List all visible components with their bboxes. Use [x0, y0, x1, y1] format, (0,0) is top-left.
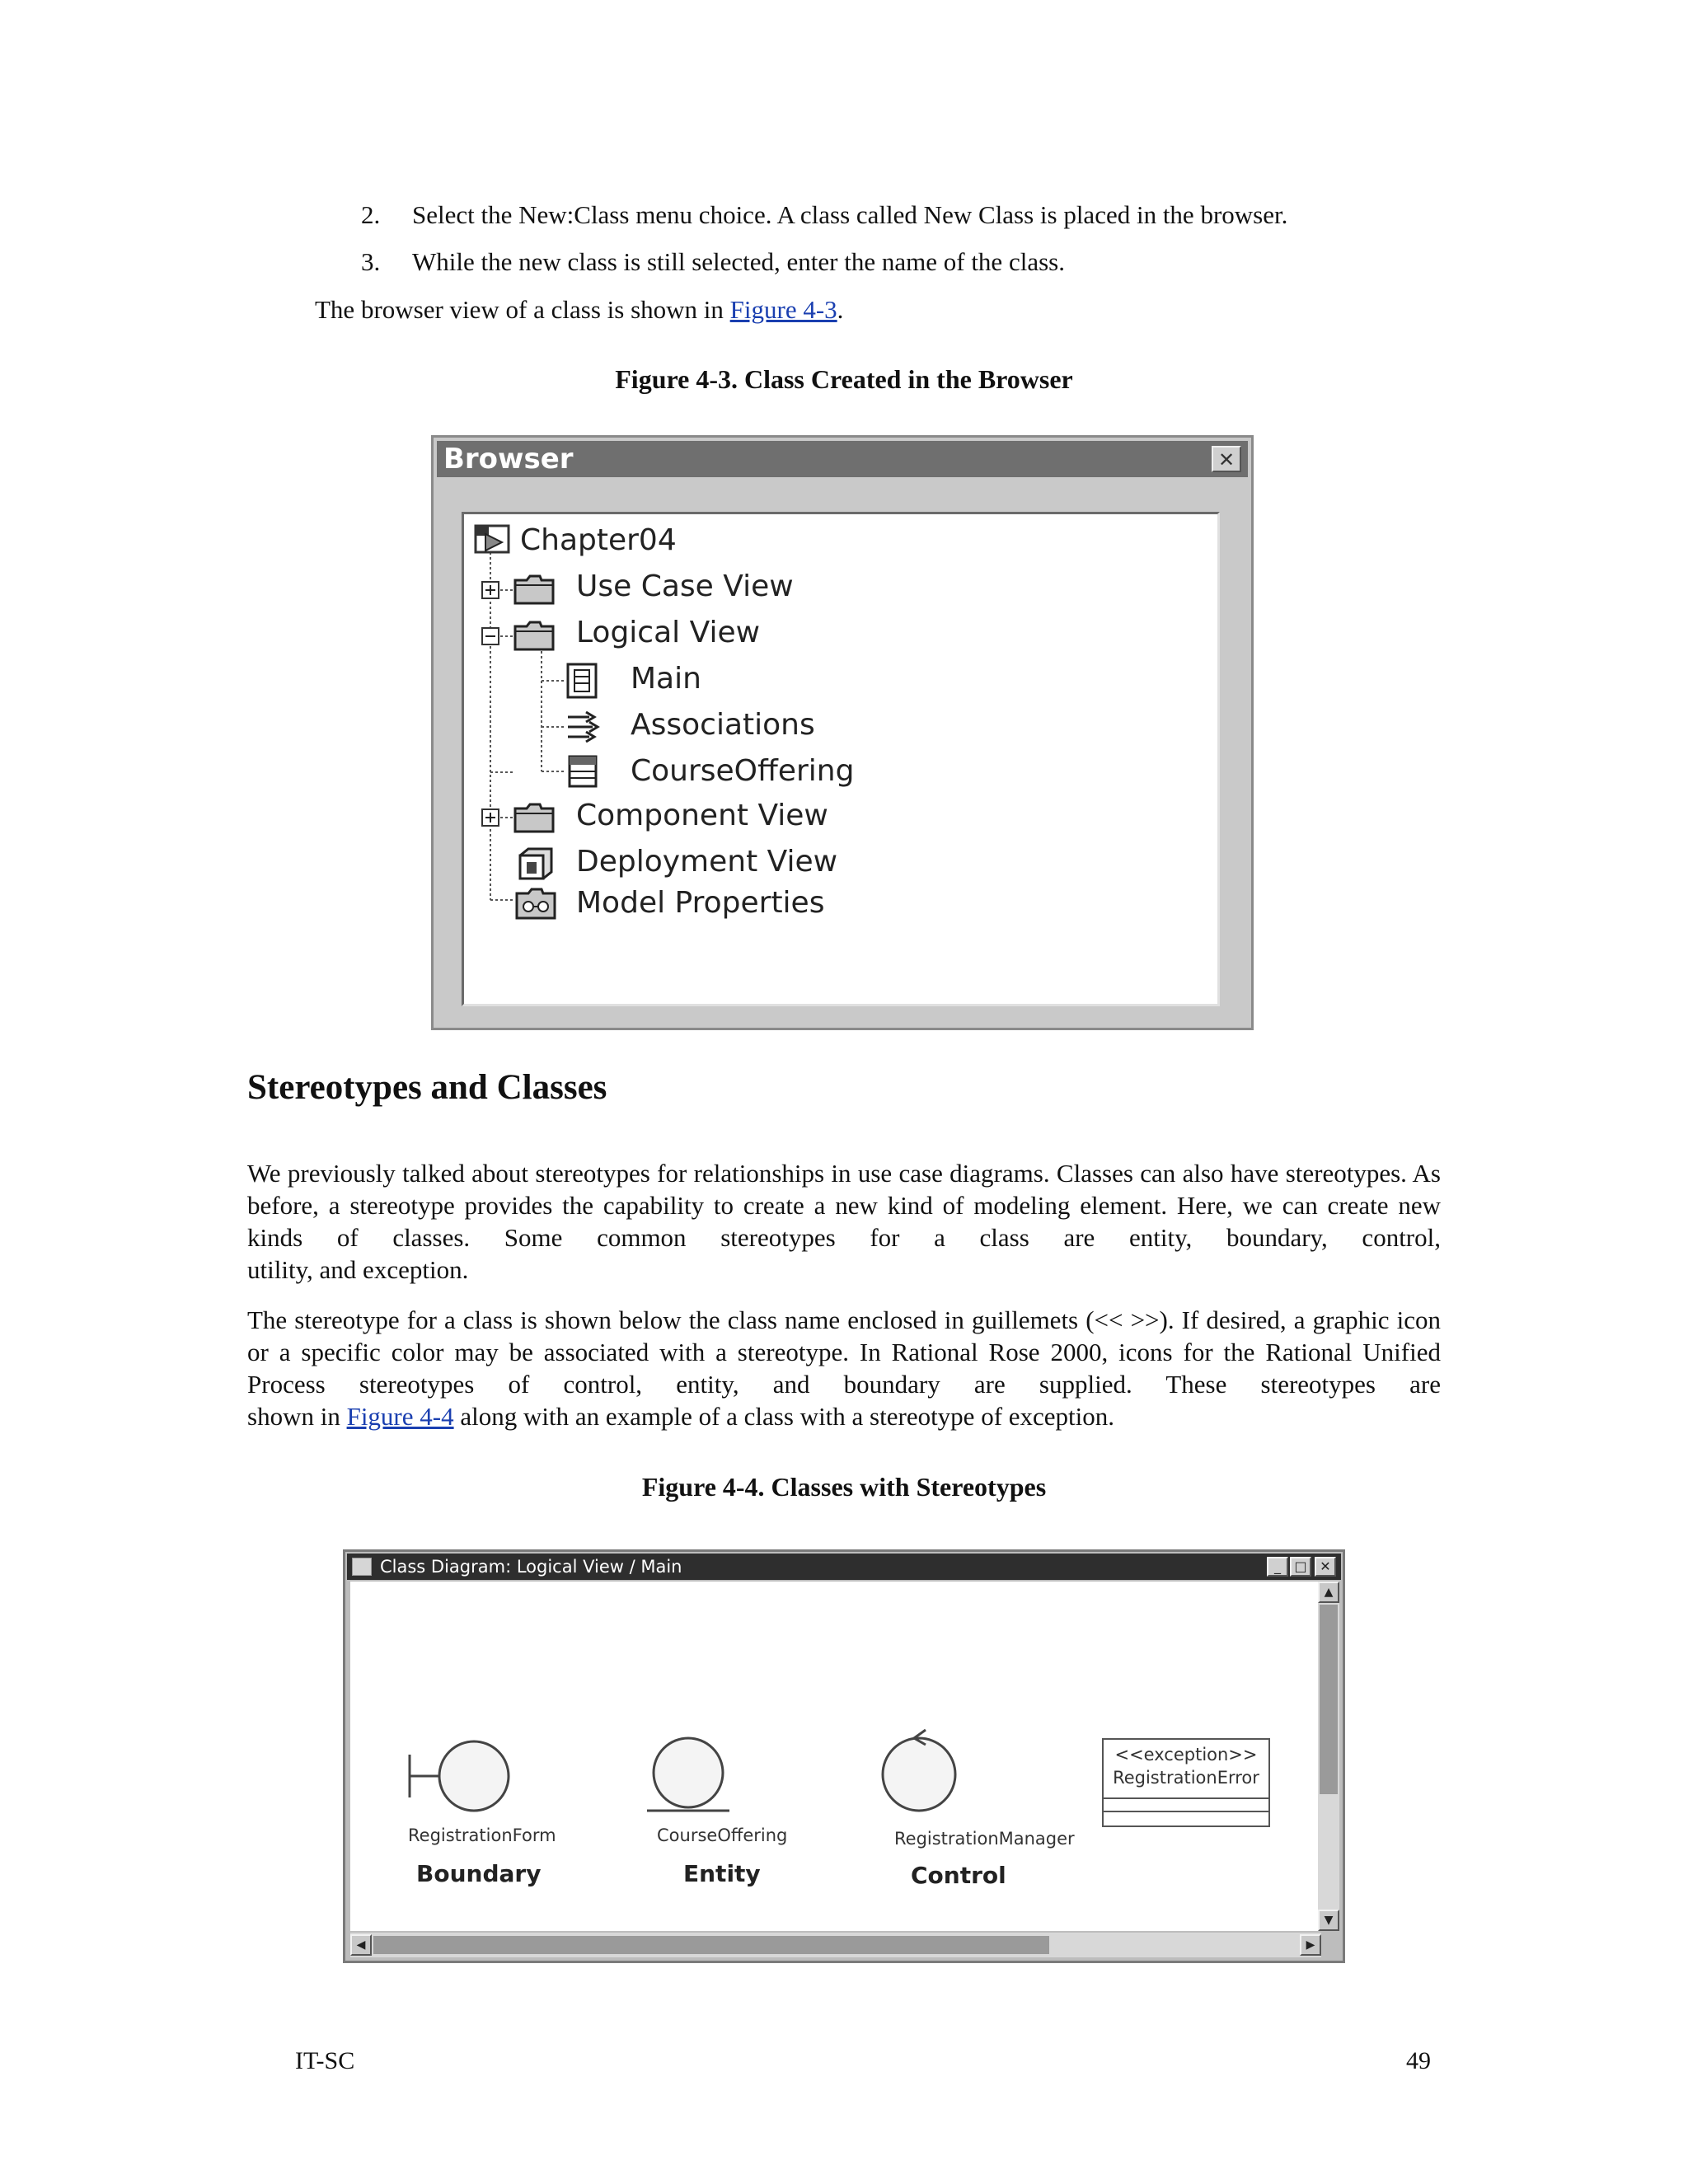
browser-titlebar[interactable] — [437, 441, 1248, 477]
step-number: 2. — [361, 200, 381, 229]
scroll-down-button[interactable]: ▼ — [1318, 1910, 1339, 1931]
horizontal-scrollbar[interactable] — [350, 1933, 1321, 1957]
stereotype-label-entity: Entity — [683, 1860, 761, 1887]
scroll-up-button[interactable]: ▲ — [1318, 1582, 1339, 1603]
footer-left: IT-SC — [295, 2047, 355, 2074]
close-button[interactable]: ✕ — [1315, 1557, 1336, 1577]
paragraph-2 — [247, 1304, 1441, 1432]
vertical-scrollbar[interactable] — [1318, 1582, 1339, 1931]
control-icon[interactable] — [866, 1727, 973, 1817]
intro-period: . — [837, 295, 844, 324]
associations-icon — [565, 709, 601, 745]
paragraph-2-last-line — [247, 1400, 1441, 1432]
tree-item-courseoffering[interactable]: CourseOffering — [631, 754, 855, 788]
folder-icon — [513, 620, 555, 651]
entity-icon[interactable] — [639, 1730, 746, 1821]
close-button[interactable]: ✕ — [1212, 446, 1241, 472]
browser-tree — [462, 512, 1220, 1006]
expand-icon[interactable] — [481, 808, 499, 827]
boundary-icon[interactable] — [400, 1730, 532, 1821]
stereotype-label-control: Control — [911, 1862, 1006, 1889]
tree-item-associations[interactable]: Associations — [631, 708, 815, 742]
deployment-icon — [515, 846, 555, 882]
folder-icon — [513, 574, 555, 605]
class-name-registrationform: RegistrationForm — [408, 1825, 556, 1845]
browser-window — [431, 435, 1254, 1030]
maximize-button[interactable]: □ — [1290, 1557, 1311, 1577]
tree-item-component-view[interactable]: Component View — [576, 799, 828, 832]
class-icon — [565, 753, 601, 790]
paragraph-2-tail: along with an example of a class with a stereotype of exception. — [453, 1402, 1115, 1431]
paragraph-1-last-line: utility, and exception. — [247, 1255, 469, 1284]
page-number: 49 — [1406, 2047, 1431, 2074]
class-diagram-window — [343, 1549, 1345, 1963]
expand-icon[interactable] — [481, 581, 499, 599]
exception-class-box[interactable] — [1102, 1738, 1270, 1827]
step-text: While the new class is still selected, enter the name of the class. — [412, 247, 1065, 276]
window-menu-icon[interactable] — [352, 1558, 372, 1576]
step-number: 3. — [361, 247, 381, 276]
vertical-scroll-thumb[interactable] — [1320, 1605, 1338, 1794]
diagram-title: Class Diagram: Logical View / Main — [380, 1557, 682, 1577]
figure-4-3-link[interactable]: Figure 4-3 — [729, 295, 837, 324]
section-heading: Stereotypes and Classes — [247, 1068, 607, 1107]
tree-item-chapter04[interactable]: Chapter04 — [520, 523, 677, 557]
intro-sentence — [315, 294, 843, 326]
intro-text: The browser view of a class is shown in — [315, 295, 730, 324]
diagram-titlebar[interactable] — [347, 1554, 1341, 1580]
collapse-icon[interactable] — [481, 627, 499, 645]
folder-icon — [513, 802, 555, 833]
step-3 — [361, 246, 1597, 279]
browser-title: Browser — [443, 443, 574, 476]
figure-4-3-caption: Figure 4-3. Class Created in the Browser — [615, 364, 1073, 394]
tree-item-logical-view[interactable]: Logical View — [576, 616, 761, 649]
tree-item-main[interactable]: Main — [631, 662, 701, 696]
exception-attributes-compartment — [1104, 1797, 1268, 1811]
scroll-left-button[interactable]: ◀ — [350, 1934, 372, 1956]
class-name-courseoffering: CourseOffering — [657, 1825, 788, 1845]
model-icon — [474, 523, 512, 555]
exception-operations-compartment — [1104, 1811, 1268, 1812]
exception-stereotype: <<exception>> — [1114, 1745, 1258, 1765]
paragraph-1 — [247, 1157, 1441, 1286]
diagram-canvas[interactable] — [350, 1582, 1321, 1931]
tree-item-model-properties[interactable]: Model Properties — [576, 886, 825, 920]
model-properties-icon — [515, 887, 556, 920]
step-text: Select the New:Class menu choice. A class called New Class is placed in the browser. — [412, 200, 1288, 229]
figure-4-4-caption: Figure 4-4. Classes with Stereotypes — [641, 1472, 1047, 1502]
horizontal-scroll-thumb[interactable] — [373, 1936, 1049, 1954]
minimize-button[interactable]: _ — [1267, 1557, 1288, 1577]
class-diagram-icon — [565, 663, 601, 699]
figure-4-4-link[interactable]: Figure 4-4 — [346, 1402, 454, 1431]
exception-class-name: RegistrationError — [1113, 1768, 1259, 1788]
scroll-right-button[interactable]: ▶ — [1300, 1934, 1321, 1956]
paragraph-2-lead: shown in — [247, 1402, 347, 1431]
paragraph-1-text: We previously talked about stereotypes for relationships in use case diagrams. Classes can also have stereotypes. As before, a stereotype provides the capability to create a new kind of modeling element. Here, we can create new kinds of classes. Some common stereotypes for a class are entity, boundary, control, — [247, 1159, 1441, 1252]
stereotype-label-boundary: Boundary — [416, 1860, 542, 1887]
class-name-registrationmanager: RegistrationManager — [894, 1829, 1075, 1849]
tree-item-deployment-view[interactable]: Deployment View — [576, 845, 838, 879]
paragraph-2-text: The stereotype for a class is shown below the class name enclosed in guillemets (<< >>). If desired, a graphic icon or a specific color may be associated with a stereotype. In Rational Rose 2000, icons for the Rational Unified Process stereotypes of control, entity, and boundary are supplied. These stereotypes are — [247, 1305, 1441, 1399]
step-2 — [361, 199, 1597, 232]
tree-item-use-case-view[interactable]: Use Case View — [576, 569, 794, 603]
